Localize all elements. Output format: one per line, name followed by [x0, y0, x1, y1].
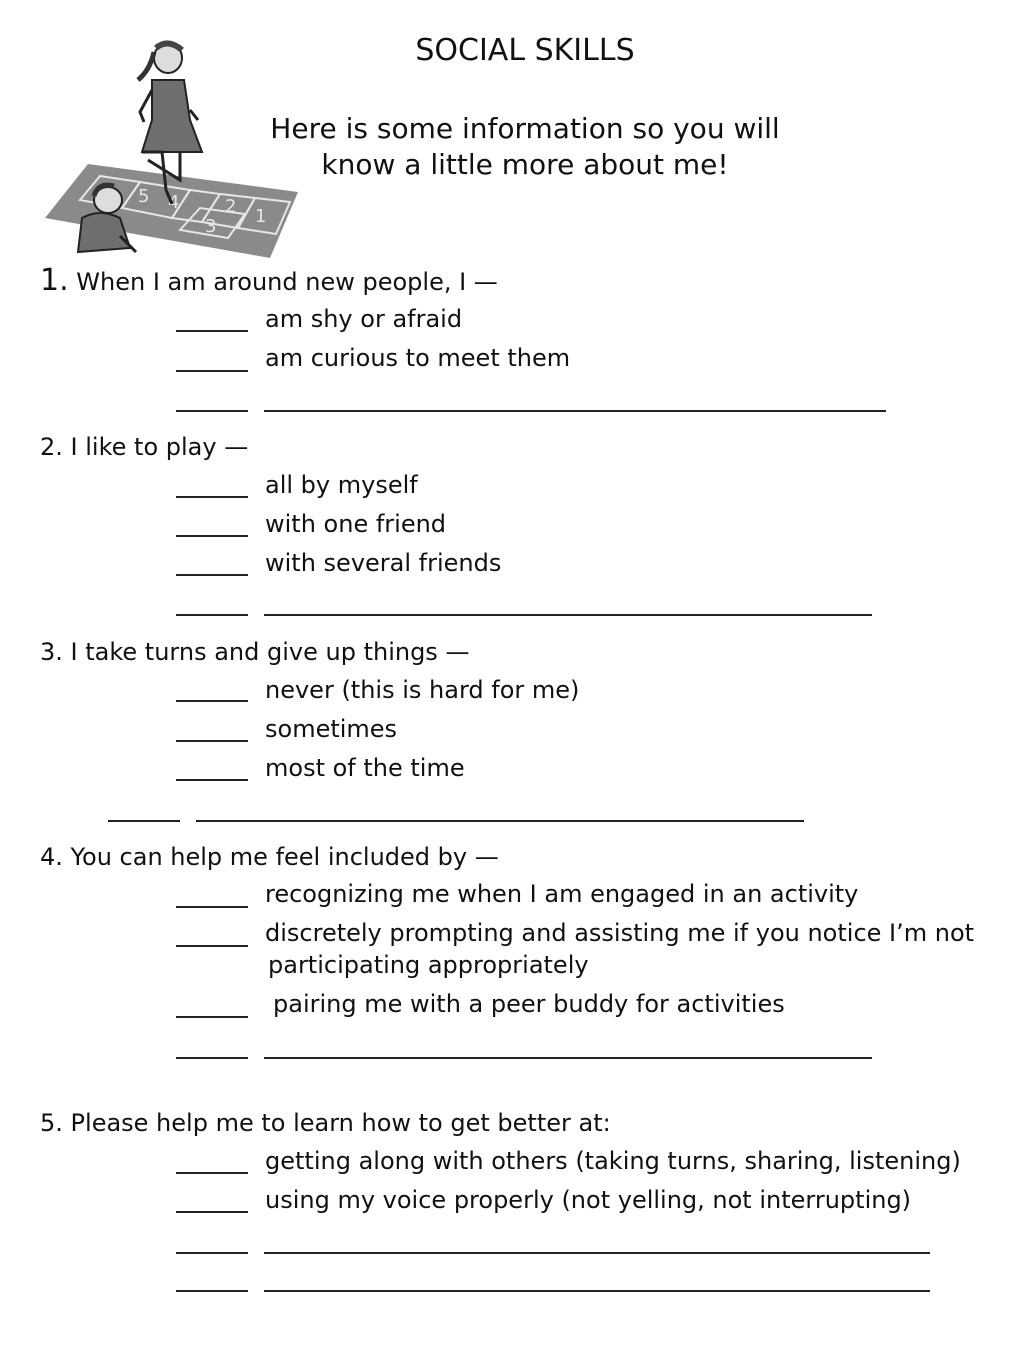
checkbox-blank[interactable] [176, 614, 248, 616]
option-label: discretely prompting and assisting me if you notice I’m not [265, 919, 975, 947]
checkbox-blank[interactable] [176, 1211, 248, 1213]
checkbox-blank[interactable] [176, 945, 248, 947]
question-number: 1. [40, 263, 69, 298]
question-3 [40, 638, 469, 666]
option-label: am curious to meet them [265, 344, 571, 372]
option-label: sometimes [265, 715, 398, 743]
question-number: 3. [40, 638, 63, 666]
checkbox-blank[interactable] [108, 820, 180, 822]
checkbox-blank[interactable] [176, 700, 248, 702]
question-prompt: I take turns and give up things — [70, 638, 470, 666]
question-prompt: Please help me to learn how to get better at: [70, 1109, 611, 1137]
question-prompt: When I am around new people, I — [76, 268, 498, 296]
question-number: 5. [40, 1109, 63, 1137]
option-label: am shy or afraid [265, 305, 463, 333]
checkbox-blank[interactable] [176, 496, 248, 498]
checkbox-blank[interactable] [176, 1172, 248, 1174]
option-label-continued: participating appropriately [268, 951, 589, 979]
checkbox-blank[interactable] [176, 906, 248, 908]
hopscotch-number: 3 [205, 216, 217, 237]
question-number: 4. [40, 843, 63, 871]
checkbox-blank[interactable] [176, 1252, 248, 1254]
option-label: using my voice properly (not yelling, not interrupting) [265, 1186, 912, 1214]
hopscotch-number: 4 [168, 192, 180, 213]
option-label: never (this is hard for me) [265, 676, 580, 704]
checkbox-blank[interactable] [176, 1016, 248, 1018]
question-prompt: I like to play — [70, 433, 249, 461]
checkbox-blank[interactable] [176, 1057, 248, 1059]
option-label: all by myself [265, 471, 418, 499]
checkbox-blank[interactable] [176, 779, 248, 781]
write-in-line[interactable] [264, 410, 886, 412]
option-label: most of the time [265, 754, 465, 782]
option-label: getting along with others (taking turns, sharing, listening) [265, 1147, 961, 1175]
write-in-line[interactable] [264, 1057, 872, 1059]
question-number: 2. [40, 433, 63, 461]
option-label: with several friends [265, 549, 502, 577]
question-2 [40, 433, 248, 461]
checkbox-blank[interactable] [176, 330, 248, 332]
checkbox-blank[interactable] [176, 370, 248, 372]
page-title: SOCIAL SKILLS [415, 33, 635, 68]
intro-line-2: know a little more about me! [321, 148, 729, 181]
checkbox-blank[interactable] [176, 574, 248, 576]
option-label: with one friend [265, 510, 447, 538]
write-in-line[interactable] [264, 1252, 930, 1254]
hopscotch-number: 1 [255, 206, 267, 227]
write-in-line[interactable] [264, 614, 872, 616]
question-4 [40, 843, 499, 871]
question-5 [40, 1109, 611, 1137]
checkbox-blank[interactable] [176, 740, 248, 742]
question-1 [40, 263, 498, 298]
intro-line-1: Here is some information so you will [270, 112, 780, 145]
option-label: recognizing me when I am engaged in an activity [265, 880, 859, 908]
question-prompt: You can help me feel included by — [70, 843, 499, 871]
hopscotch-number: 2 [225, 196, 237, 217]
checkbox-blank[interactable] [176, 535, 248, 537]
write-in-line[interactable] [264, 1290, 930, 1292]
option-label: pairing me with a peer buddy for activities [273, 990, 785, 1018]
checkbox-blank[interactable] [176, 410, 248, 412]
hopscotch-number: 5 [138, 186, 150, 207]
write-in-line[interactable] [196, 820, 804, 822]
checkbox-blank[interactable] [176, 1290, 248, 1292]
